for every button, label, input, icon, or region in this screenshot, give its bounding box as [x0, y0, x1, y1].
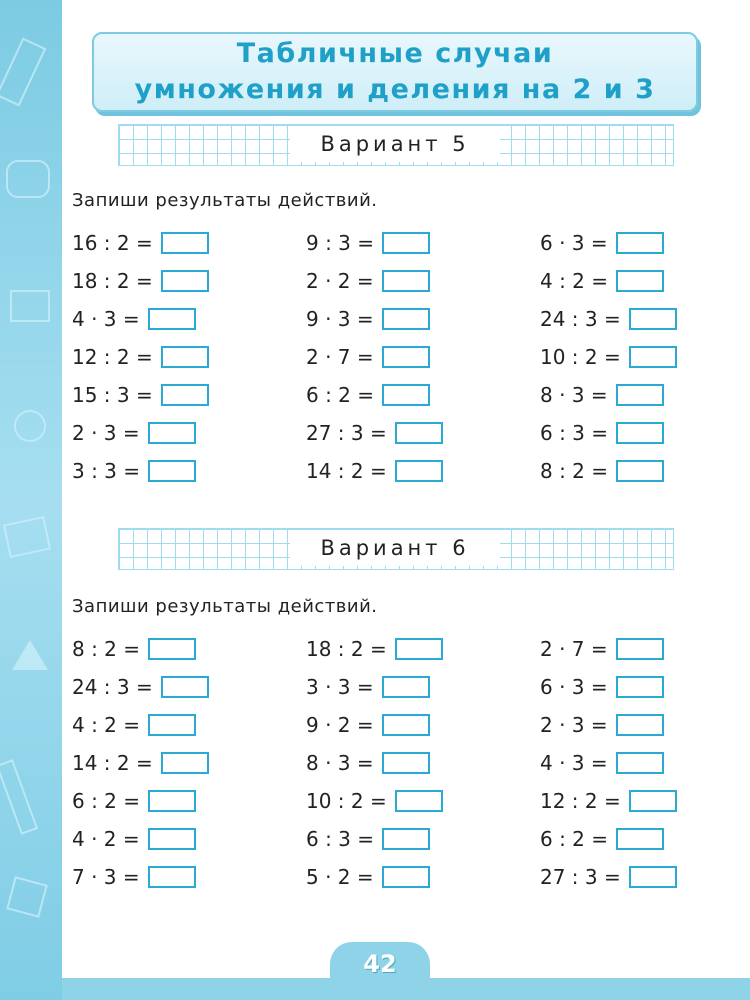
answer-box[interactable]	[629, 346, 677, 368]
decorative-palette-icon	[6, 160, 50, 198]
exercise-expression: 24 : 3 =	[540, 307, 621, 331]
exercise-row	[72, 420, 196, 446]
exercise-row	[540, 458, 664, 484]
exercise-row	[540, 230, 664, 256]
answer-box[interactable]	[616, 384, 664, 406]
answer-box[interactable]	[382, 752, 430, 774]
exercise-row	[540, 420, 664, 446]
answer-box[interactable]	[161, 384, 209, 406]
exercise-expression: 2 · 3 =	[72, 421, 140, 445]
exercise-expression: 5 · 2 =	[306, 865, 374, 889]
answer-box[interactable]	[629, 790, 677, 812]
answer-box[interactable]	[148, 422, 196, 444]
page-title	[135, 36, 656, 108]
answer-box[interactable]	[382, 828, 430, 850]
answer-box[interactable]	[148, 866, 196, 888]
exercise-row	[306, 750, 430, 776]
exercise-expression: 8 : 2 =	[72, 637, 141, 661]
answer-box[interactable]	[148, 790, 196, 812]
variant-6-heading: Вариант 6	[290, 530, 500, 566]
answer-box[interactable]	[382, 270, 430, 292]
answer-box[interactable]	[382, 676, 430, 698]
exercise-expression: 27 : 3 =	[306, 421, 387, 445]
decorative-ruler-icon	[0, 759, 38, 835]
exercise-expression: 8 · 3 =	[540, 383, 608, 407]
exercise-row	[72, 826, 196, 852]
answer-box[interactable]	[382, 866, 430, 888]
answer-box[interactable]	[148, 460, 196, 482]
variant-5-instruction: Запиши результаты действий.	[72, 190, 378, 211]
exercise-expression: 27 : 3 =	[540, 865, 621, 889]
exercise-expression: 3 · 3 =	[306, 675, 374, 699]
answer-box[interactable]	[161, 346, 209, 368]
exercise-row	[72, 788, 196, 814]
exercise-row	[72, 344, 209, 370]
answer-box[interactable]	[616, 422, 664, 444]
exercise-expression: 2 · 2 =	[306, 269, 374, 293]
exercise-expression: 18 : 2 =	[72, 269, 153, 293]
answer-box[interactable]	[161, 752, 209, 774]
answer-box[interactable]	[161, 232, 209, 254]
answer-box[interactable]	[382, 384, 430, 406]
answer-box[interactable]	[148, 714, 196, 736]
exercise-row	[540, 674, 664, 700]
answer-box[interactable]	[148, 828, 196, 850]
exercise-row	[306, 230, 430, 256]
exercise-row	[540, 826, 664, 852]
exercise-expression: 6 : 2 =	[306, 383, 375, 407]
title-line-2: умножения и деления на 2 и 3	[134, 74, 656, 105]
exercise-row	[72, 382, 209, 408]
exercise-expression: 15 : 3 =	[72, 383, 153, 407]
decorative-triangle-icon	[12, 640, 48, 670]
exercise-expression: 9 · 3 =	[306, 307, 374, 331]
answer-box[interactable]	[616, 270, 664, 292]
exercise-row	[306, 674, 430, 700]
answer-box[interactable]	[395, 790, 443, 812]
exercise-expression: 3 : 3 =	[72, 459, 141, 483]
title-line-1: Табличные случаи	[236, 38, 554, 69]
answer-box[interactable]	[616, 232, 664, 254]
exercise-expression: 10 : 2 =	[306, 789, 387, 813]
exercise-expression: 12 : 2 =	[72, 345, 153, 369]
answer-box[interactable]	[395, 638, 443, 660]
exercise-row	[72, 636, 196, 662]
answer-box[interactable]	[629, 308, 677, 330]
exercise-row	[72, 306, 196, 332]
exercise-row	[72, 674, 209, 700]
exercise-expression: 4 · 2 =	[72, 827, 140, 851]
exercise-expression: 14 : 2 =	[72, 751, 153, 775]
answer-box[interactable]	[161, 676, 209, 698]
exercise-row	[540, 864, 677, 890]
exercise-expression: 2 · 3 =	[540, 713, 608, 737]
exercise-row	[540, 788, 677, 814]
exercise-row	[540, 750, 664, 776]
page-number-tab	[330, 942, 430, 986]
exercise-expression: 12 : 2 =	[540, 789, 621, 813]
answer-box[interactable]	[148, 638, 196, 660]
exercise-row	[306, 382, 430, 408]
exercise-row	[306, 636, 443, 662]
answer-box[interactable]	[382, 232, 430, 254]
exercise-row	[306, 864, 430, 890]
exercise-expression: 18 : 2 =	[306, 637, 387, 661]
answer-box[interactable]	[616, 460, 664, 482]
exercise-row	[540, 344, 677, 370]
exercise-row	[540, 306, 677, 332]
exercise-row	[306, 306, 430, 332]
decorative-square-icon	[6, 876, 48, 918]
exercise-expression: 16 : 2 =	[72, 231, 153, 255]
variant-5-heading: Вариант 5	[290, 126, 500, 162]
exercise-row	[306, 268, 430, 294]
variant-6-instruction: Запиши результаты действий.	[72, 596, 378, 617]
answer-box[interactable]	[616, 676, 664, 698]
decorative-pencil-icon	[0, 38, 46, 107]
exercise-expression: 10 : 2 =	[540, 345, 621, 369]
exercise-expression: 4 : 2 =	[72, 713, 141, 737]
exercise-row	[72, 864, 196, 890]
answer-box[interactable]	[161, 270, 209, 292]
exercise-expression: 14 : 2 =	[306, 459, 387, 483]
exercise-expression: 9 · 2 =	[306, 713, 374, 737]
decorative-book-icon	[10, 290, 50, 322]
answer-box[interactable]	[616, 752, 664, 774]
answer-box[interactable]	[395, 460, 443, 482]
answer-box[interactable]	[148, 308, 196, 330]
exercise-row	[306, 712, 430, 738]
exercise-expression: 6 · 3 =	[540, 675, 608, 699]
left-decorative-strip	[0, 0, 62, 1000]
exercise-expression: 9 : 3 =	[306, 231, 375, 255]
exercise-row	[72, 268, 209, 294]
exercise-row	[540, 712, 664, 738]
exercise-row	[72, 750, 209, 776]
exercise-row	[306, 788, 443, 814]
exercise-expression: 4 · 3 =	[540, 751, 608, 775]
exercise-row	[306, 344, 430, 370]
exercise-row	[306, 420, 443, 446]
exercise-row	[72, 458, 196, 484]
exercise-expression: 6 : 2 =	[72, 789, 141, 813]
exercise-expression: 4 · 3 =	[72, 307, 140, 331]
answer-box[interactable]	[616, 638, 664, 660]
exercise-row	[72, 712, 196, 738]
exercise-expression: 4 : 2 =	[540, 269, 609, 293]
exercise-row	[540, 636, 664, 662]
exercise-row	[306, 458, 443, 484]
decorative-circle-icon	[14, 410, 46, 442]
answer-box[interactable]	[395, 422, 443, 444]
exercise-expression: 6 : 2 =	[540, 827, 609, 851]
decorative-book-icon	[3, 516, 51, 558]
title-banner	[92, 32, 698, 112]
answer-box[interactable]	[382, 714, 430, 736]
exercise-expression: 6 : 3 =	[306, 827, 375, 851]
answer-box[interactable]	[629, 866, 677, 888]
exercise-row	[306, 826, 430, 852]
exercise-row	[540, 382, 664, 408]
page-number: 42	[363, 950, 397, 978]
answer-box[interactable]	[382, 346, 430, 368]
exercise-expression: 8 · 3 =	[306, 751, 374, 775]
exercise-row	[540, 268, 664, 294]
exercise-expression: 2 · 7 =	[306, 345, 374, 369]
exercise-expression: 2 · 7 =	[540, 637, 608, 661]
exercise-expression: 6 · 3 =	[540, 231, 608, 255]
answer-box[interactable]	[616, 714, 664, 736]
exercise-expression: 7 · 3 =	[72, 865, 140, 889]
answer-box[interactable]	[382, 308, 430, 330]
exercise-expression: 6 : 3 =	[540, 421, 609, 445]
exercise-expression: 8 : 2 =	[540, 459, 609, 483]
answer-box[interactable]	[616, 828, 664, 850]
exercise-expression: 24 : 3 =	[72, 675, 153, 699]
exercise-row	[72, 230, 209, 256]
